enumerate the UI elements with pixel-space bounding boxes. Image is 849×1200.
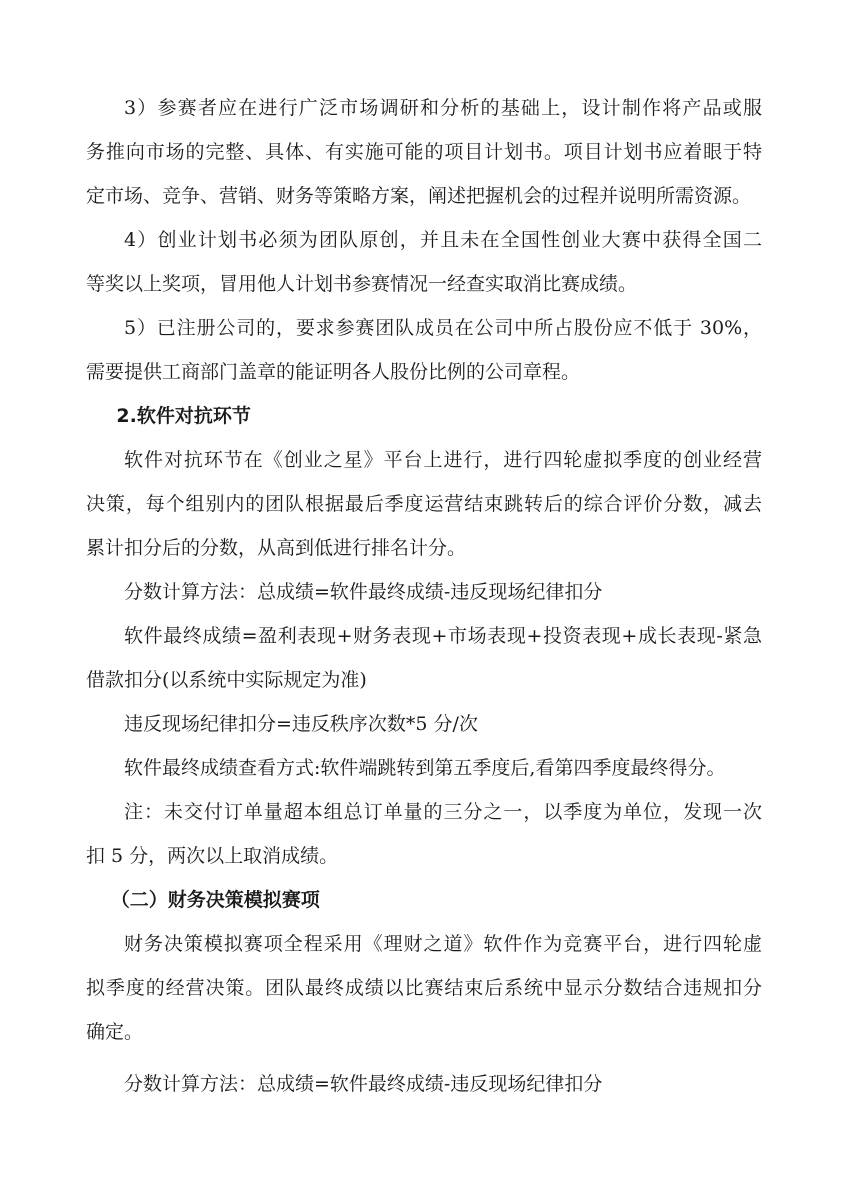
paragraph-note xyxy=(86,790,762,878)
text-line: 软件对抗环节在《创业之星》平台上进行，进行四轮虚拟季度的创业经营 xyxy=(124,449,762,471)
text-line: 4）创业计划书必须为团队原创，并且未在全国性创业大赛中获得全国二 xyxy=(124,229,762,251)
section-heading-software: 2.软件对抗环节 xyxy=(116,405,251,427)
text-line: 5）已注册公司的，要求参赛团队成员在公司中所占股份应不低于 30%， xyxy=(124,317,762,339)
paragraph-finance-score-method: 分数计算方法：总成绩=软件最终成绩-违反现场纪律扣分 xyxy=(124,1073,603,1095)
text-line: 定市场、竞争、营销、财务等策略方案，阐述把握机会的过程并说明所需资源。 xyxy=(86,185,752,207)
section-heading-finance: （二）财务决策模拟赛项 xyxy=(110,889,320,911)
text-line: 扣 5 分，两次以上取消成绩。 xyxy=(86,845,339,867)
text-line: 借款扣分(以系统中实际规定为准) xyxy=(86,669,367,691)
paragraph-score-view: 软件最终成绩查看方式:软件端跳转到第五季度后,看第四季度最终得分。 xyxy=(124,757,726,779)
paragraph-rule-4 xyxy=(86,218,762,306)
text-line: 软件最终成绩=盈利表现+财务表现+市场表现+投资表现+成长表现-紧急 xyxy=(124,625,762,647)
paragraph-score-method: 分数计算方法：总成绩=软件最终成绩-违反现场纪律扣分 xyxy=(124,581,603,603)
paragraph-software-intro xyxy=(86,438,762,570)
paragraph-rule-5 xyxy=(86,306,762,394)
document-body xyxy=(86,86,762,1106)
text-line: 需要提供工商部门盖章的能证明各人股份比例的公司章程。 xyxy=(86,361,581,383)
text-line: 3）参赛者应在进行广泛市场调研和分析的基础上，设计制作将产品或服 xyxy=(124,97,762,119)
text-line: 累计扣分后的分数，从高到低进行排名计分。 xyxy=(86,537,467,559)
text-line: 决策，每个组别内的团队根据最后季度运营结束跳转后的综合评价分数，减去 xyxy=(86,493,762,515)
paragraph-rule-3 xyxy=(86,86,762,218)
text-line: 财务决策模拟赛项全程采用《理财之道》软件作为竞赛平台，进行四轮虚 xyxy=(124,933,762,955)
paragraph-software-final-score xyxy=(86,614,762,702)
text-line: 等奖以上奖项，冒用他人计划书参赛情况一经查实取消比赛成绩。 xyxy=(86,273,638,295)
text-line: 务推向市场的完整、具体、有实施可能的项目计划书。项目计划书应着眼于特 xyxy=(86,141,762,163)
paragraph-finance-intro xyxy=(86,922,762,1054)
paragraph-discipline-deduction: 违反现场纪律扣分=违反秩序次数*5 分/次 xyxy=(124,713,478,735)
text-line: 注：未交付订单量超本组总订单量的三分之一，以季度为单位，发现一次 xyxy=(124,801,762,823)
text-line: 拟季度的经营决策。团队最终成绩以比赛结束后系统中显示分数结合违规扣分 xyxy=(86,977,762,999)
text-line: 确定。 xyxy=(86,1021,144,1043)
